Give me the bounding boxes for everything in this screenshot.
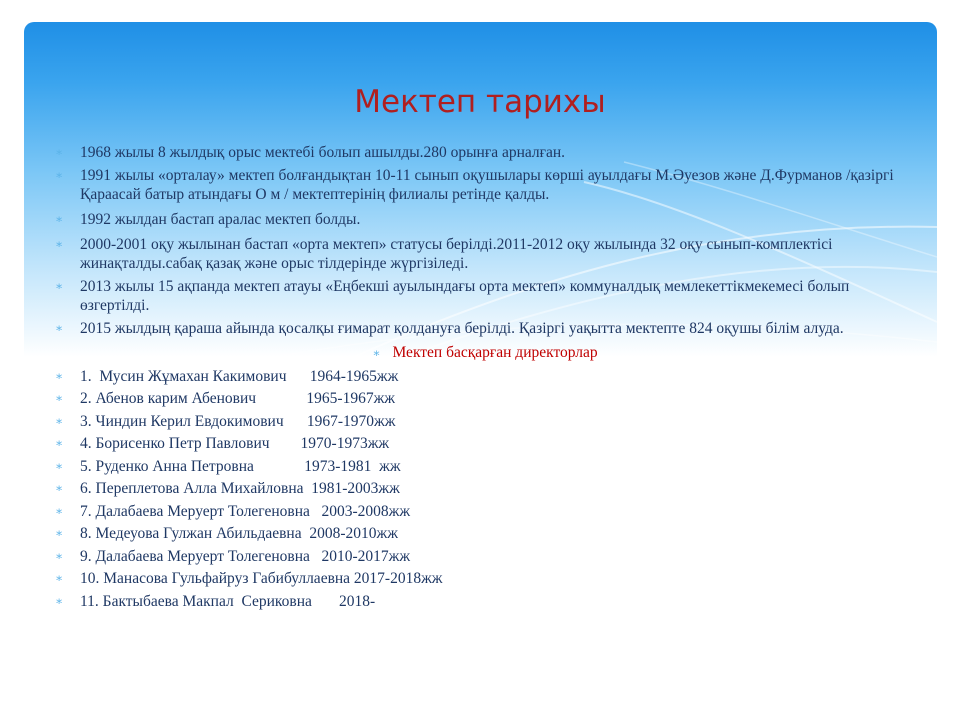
bullet-icon: ∗: [55, 481, 64, 495]
history-text: 1992 жылдан бастап аралас мектеп болды.: [80, 211, 361, 228]
bullet-icon: ∗: [55, 571, 64, 585]
bullet-icon: ∗: [55, 526, 64, 540]
bullet-icon: ∗: [55, 237, 64, 251]
history-text: 2013 жылы 15 ақпанда мектеп атауы «Еңбекші ауылындағы орта мектеп» коммуналдық мемлекеттікмекемесі болып өзгертілді.: [80, 278, 850, 314]
bullet-icon: ∗: [55, 212, 64, 226]
director-item: [55, 502, 915, 521]
bullet-icon: ∗: [55, 503, 64, 518]
bullet-icon: ∗: [55, 321, 64, 335]
director-item: [55, 547, 915, 566]
director-item: [55, 457, 915, 476]
history-item: [55, 166, 915, 204]
bullet-icon: ∗: [55, 391, 64, 405]
director-item: [55, 569, 915, 588]
content-list: [55, 143, 915, 611]
director-text: 2. Абенов карим Абенович 1965-1967жж: [80, 390, 395, 407]
director-text: 6. Переплетова Алла Михайловна 1981-2003жж: [80, 480, 400, 497]
history-item: [55, 277, 915, 315]
director-text: 4. Борисенко Петр Павлович 1970-1973жж: [80, 435, 390, 452]
bullet-icon: ∗: [55, 368, 64, 383]
history-item: [55, 235, 915, 273]
director-text: 10. Манасова Гульфайруз Габибуллаевна 2017-2018жж: [80, 570, 443, 587]
director-text: 9. Далабаева Меруерт Толегеновна 2010-2017жж: [80, 547, 411, 565]
director-item: [55, 524, 915, 543]
director-text: 11. Бактыбаева Макпал Сериковна 2018-: [80, 592, 376, 610]
director-text: 5. Руденко Анна Петровна 1973-1981 жж: [80, 457, 401, 475]
history-item: [55, 319, 915, 338]
director-text: 8. Медеуова Гулжан Абильдаевна 2008-2010жж: [80, 525, 398, 542]
history-item: [55, 210, 915, 229]
director-item: [55, 592, 915, 611]
director-item: [55, 389, 915, 408]
bullet-icon: ∗: [55, 548, 64, 563]
history-item: [55, 143, 915, 162]
history-text: 1991 жылы «орталау» мектеп болғандықтан 10-11 сынып оқушылары көрші ауылдағы М.Әуезов және Д.Фурманов /қазіргі Қараасай батыр атындағы О м / мектептерінің филиалы ретінде қалды.: [80, 167, 894, 203]
slide-title: Мектеп тарихы: [354, 84, 606, 120]
directors-heading: [55, 343, 915, 363]
director-item: [55, 412, 915, 431]
bullet-icon: ∗: [372, 346, 381, 360]
bullet-icon: ∗: [55, 145, 64, 159]
bullet-icon: ∗: [55, 279, 64, 293]
director-item: [55, 479, 915, 498]
bullet-icon: ∗: [55, 458, 64, 473]
director-item: [55, 367, 915, 386]
history-text: 2015 жылдың қараша айында қосалқы ғимарат қолдануға берілді. Қазіргі уақытта мектепте 824 оқушы білім алуда.: [80, 320, 844, 337]
director-text: 7. Далабаева Меруерт Толегеновна 2003-2008жж: [80, 502, 411, 520]
bullet-icon: ∗: [55, 413, 64, 428]
director-item: [55, 434, 915, 453]
directors-heading-text: Мектеп басқарған директорлар: [392, 344, 598, 361]
history-text: 2000-2001 оқу жылынан бастап «орта мектеп» статусы берілді.2011-2012 оқу жылында 32 оқу сынып-комплектісі жинақталды.сабақ қазақ және орыс тілдерінде жүргізіледі.: [80, 236, 833, 272]
history-text: 1968 жылы 8 жылдық орыс мектебі болып ашылды.280 орынға арналған.: [80, 144, 566, 161]
bullet-icon: ∗: [55, 436, 64, 450]
director-text: 1. Мусин Жұмахан Какимович 1964-1965жж: [80, 367, 399, 385]
director-text: 3. Чиндин Керил Евдокимович 1967-1970жж: [80, 412, 396, 430]
bullet-icon: ∗: [55, 593, 64, 608]
bullet-icon: ∗: [55, 168, 64, 182]
